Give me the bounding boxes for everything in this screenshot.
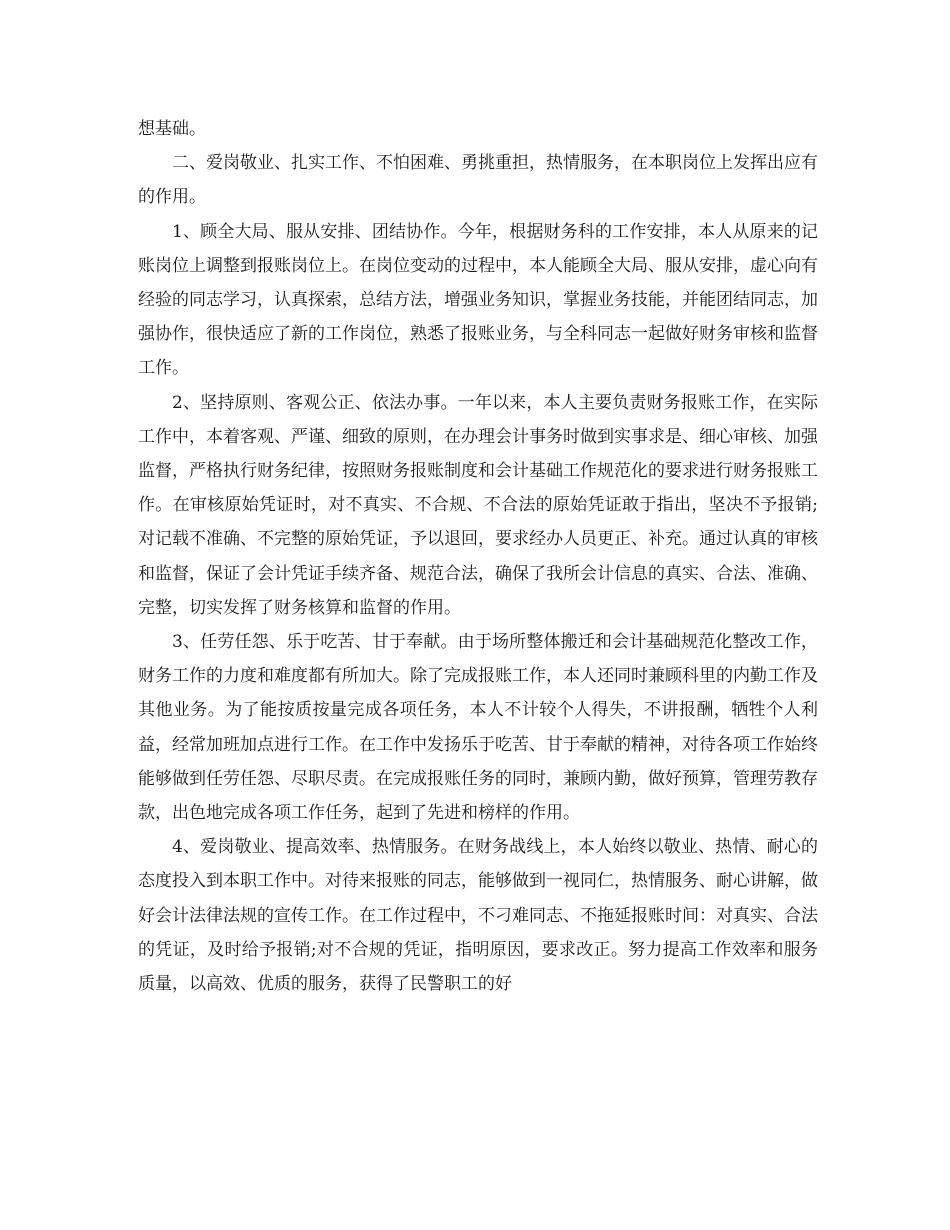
document-body [138, 112, 818, 1001]
paragraph-item-four: 4、爱岗敬业、提高效率、热情服务。在财务战线上，本人始终以敬业、热情、耐心的态度投入到本职工作中。对待来报账的同志，能够做到一视同仁，热情服务、耐心讲解，做好会计法律法规的宣传工作。在工作过程中，不刁难同志、不拖延报账时间：对真实、合法的凭证，及时给予报销;对不合规的凭证，指明原因，要求改正。努力提高工作效率和服务质量，以高效、优质的服务，获得了民警职工的好 [138, 837, 818, 995]
paragraph-continuation: 想基础。 [138, 119, 206, 139]
paragraph-item-three: 3、任劳任怨、乐于吃苦、甘于奉献。由于场所整体搬迁和会计基础规范化整改工作，财务工作的力度和难度都有所加大。除了完成报账工作，本人还同时兼顾科里的内勤工作及其他业务。为了能按质按量完成各项任务，本人不计较个人得失，不讲报酬，牺牲个人利益，经常加班加点进行工作。在工作中发扬乐于吃苦、甘于奉献的精神，对待各项工作始终能够做到任劳任怨、尽职尽责。在完成报账任务的同时，兼顾内勤，做好预算，管理劳教存款，出色地完成各项工作任务，起到了先进和榜样的作用。 [138, 632, 818, 824]
paragraph-item-one: 1、顾全大局、服从安排、团结协作。今年，根据财务科的工作安排，本人从原来的记账岗位上调整到报账岗位上。在岗位变动的过程中，本人能顾全大局、服从安排，虚心向有经验的同志学习，认真探索，总结方法，增强业务知识，掌握业务技能，并能团结同志，加强协作，很快适应了新的工作岗位，熟悉了报账业务，与全科同志一起做好财务审核和监督工作。 [138, 221, 818, 379]
paragraph-section-two-heading: 二、爱岗敬业、扎实工作、不怕困难、勇挑重担，热情服务，在本职岗位上发挥出应有的作用。 [138, 153, 818, 208]
paragraph-item-two: 2、坚持原则、客观公正、依法办事。一年以来，本人主要负责财务报账工作，在实际工作中，本着客观、严谨、细致的原则，在办理会计事务时做到实事求是、细心审核、加强监督，严格执行财务纪律，按照财务报账制度和会计基础工作规范化的要求进行财务报账工作。在审核原始凭证时，对不真实、不合规、不合法的原始凭证敢于指出，坚决不予报销;对记载不准确、不完整的原始凭证，予以退回，要求经办人员更正、补充。通过认真的审核和监督，保证了会计凭证手续齐备、规范合法，确保了我所会计信息的真实、合法、准确、完整，切实发挥了财务核算和监督的作用。 [138, 392, 818, 618]
